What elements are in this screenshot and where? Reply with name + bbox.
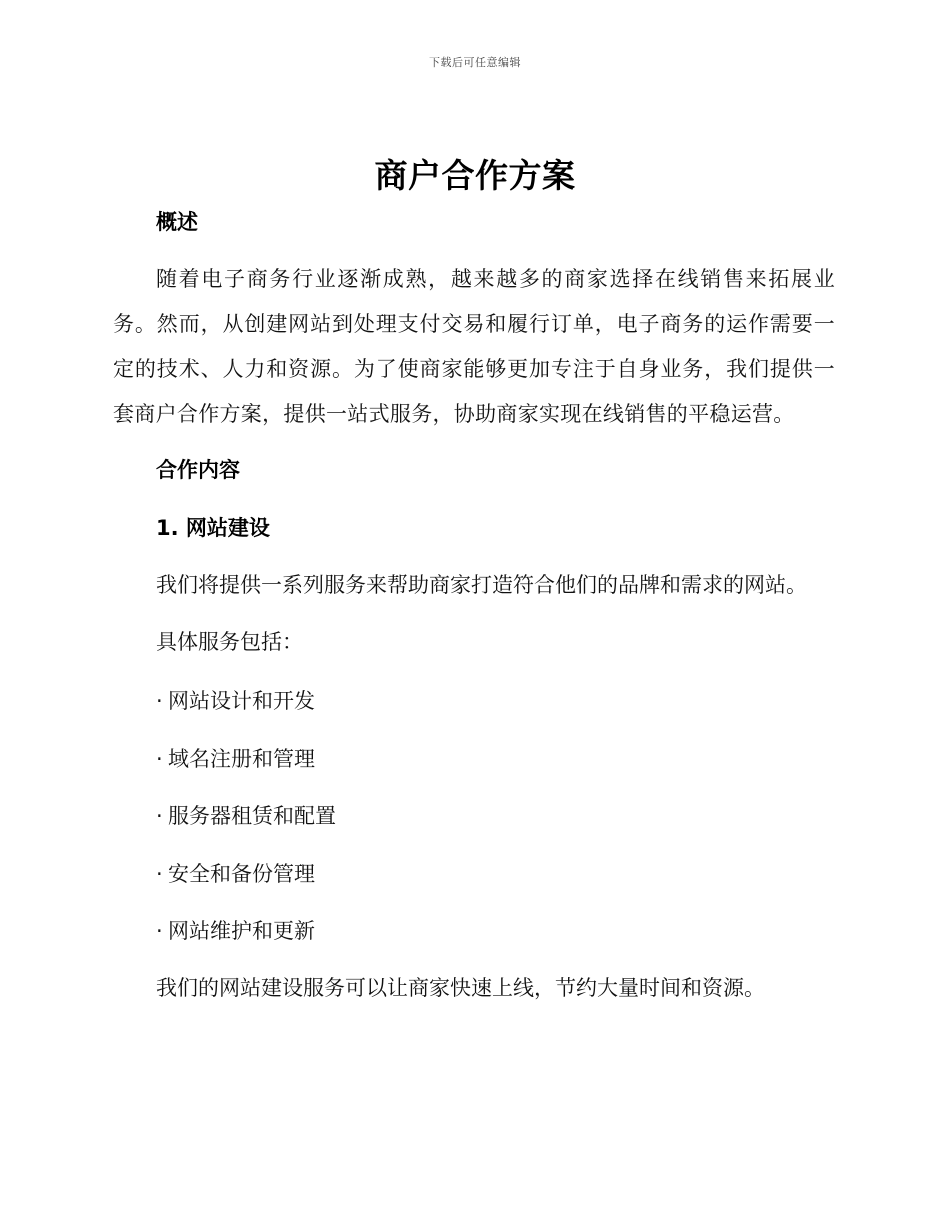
- bullet-icon: ·: [156, 919, 163, 943]
- list-item: [156, 910, 336, 968]
- overview-heading: 概述: [156, 210, 198, 234]
- list-item: [156, 853, 336, 911]
- list-item: [156, 680, 336, 738]
- content-heading: 合作内容: [156, 458, 240, 482]
- service-item-label: 服务器租赁和配置: [168, 804, 336, 828]
- section-1-heading: 1. 网站建设: [156, 516, 270, 540]
- list-item: [156, 738, 336, 796]
- bullet-icon: ·: [156, 804, 163, 828]
- list-item: [156, 795, 336, 853]
- services-label: 具体服务包括：: [156, 630, 303, 654]
- bullet-icon: ·: [156, 746, 163, 771]
- service-item-label: 域名注册和管理: [168, 746, 315, 771]
- overview-paragraph: 随着电子商务行业逐渐成熟，越来越多的商家选择在线销售来拓展业务。然而，从创建网站到处理支付交易和履行订单，电子商务的运作需要一定的技术、人力和资源。为了使商家能够更加专注于自身业务，我们提供一套商户合作方案，提供一站式服务，协助商家实现在线销售的平稳运营。: [113, 267, 835, 426]
- document-title: 商户合作方案: [374, 156, 576, 195]
- bullet-icon: ·: [156, 861, 163, 886]
- service-item-label: 安全和备份管理: [168, 861, 315, 886]
- services-list: [156, 680, 336, 968]
- service-item-label: 网站设计和开发: [168, 689, 315, 713]
- page-header-note: 下载后可任意编辑: [429, 56, 521, 69]
- service-item-label: 网站维护和更新: [168, 919, 315, 943]
- bullet-icon: ·: [156, 689, 163, 713]
- section-1-closing: 我们的网站建设服务可以让商家快速上线，节约大量时间和资源。: [156, 976, 765, 1000]
- section-1-intro: 我们将提供一系列服务来帮助商家打造符合他们的品牌和需求的网站。: [156, 573, 807, 597]
